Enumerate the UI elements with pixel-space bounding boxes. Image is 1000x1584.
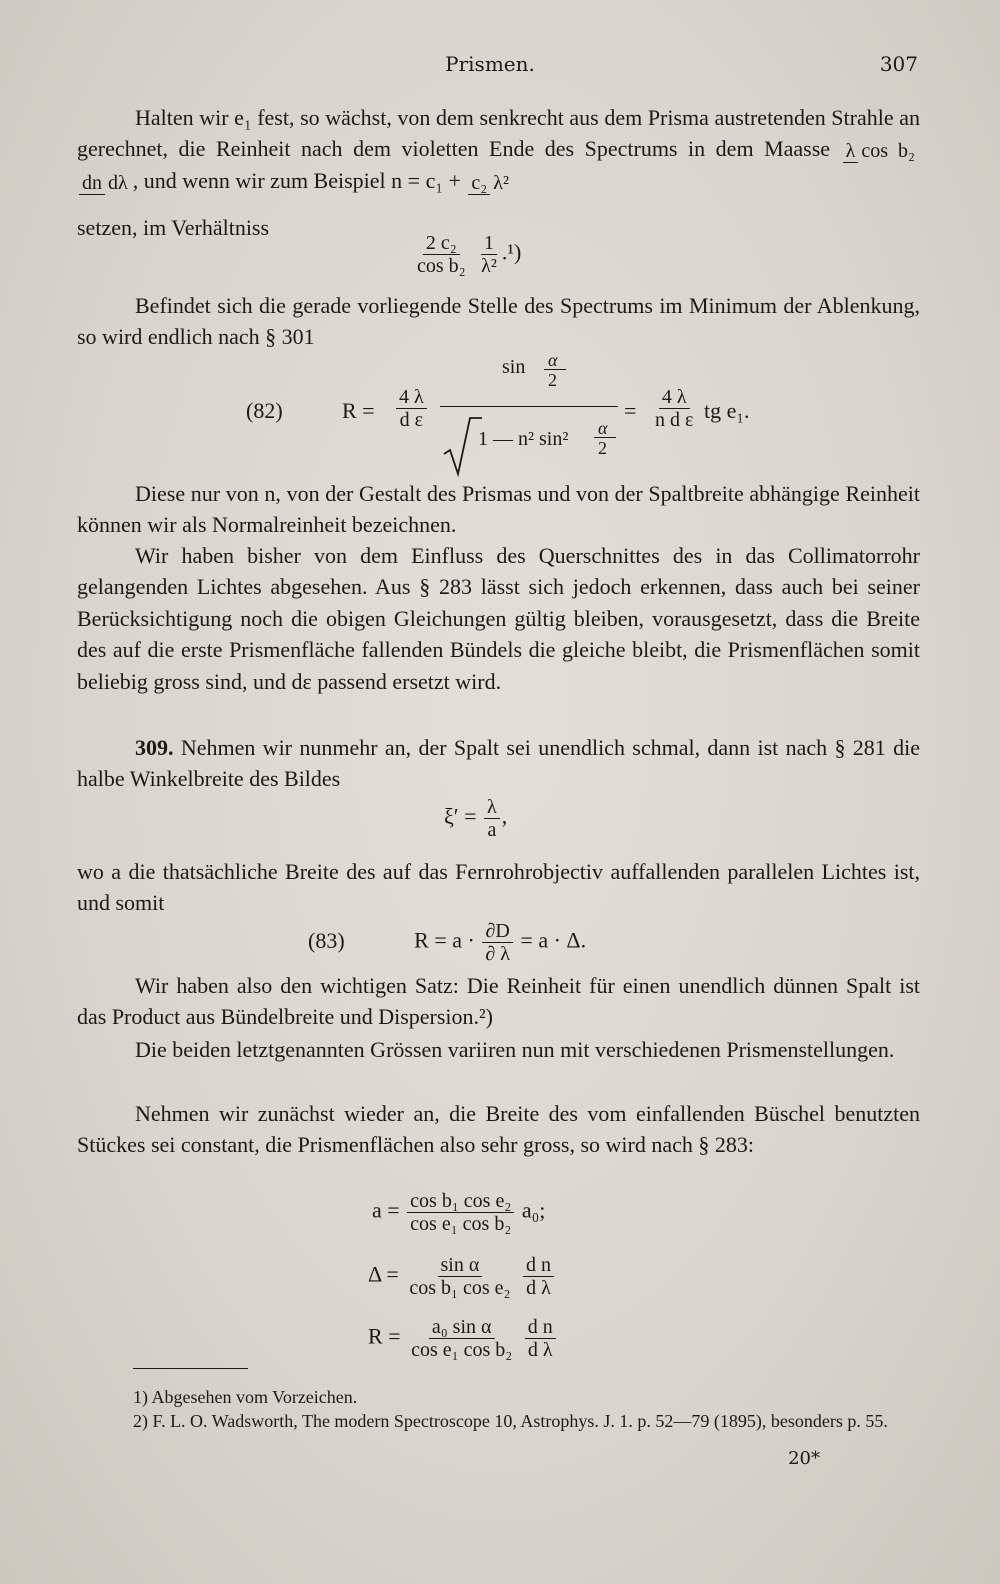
paragraph-1-cont: setzen, im Verhältniss [77, 215, 270, 240]
paragraph-2: Befindet sich die gerade vorliegende Stelle des Spectrums im Minimum der Ablenkung, so wird endlich nach § 301 [77, 293, 920, 350]
paragraph-8: Die beiden letztgenannten Grössen variiren nun mit verschiedenen Prismenstellungen. [135, 1037, 895, 1062]
equation-a: a = $\frac{\text{cos b₁ cos e₂}}{\text{cos e₁ cos b₂}}$ a₀; [372, 1190, 546, 1235]
equation-number: (83) [308, 927, 345, 953]
equation-delta: Δ = $\frac{\text{sin α}}{\text{cos b₁ cos e₂}}$ $\frac{\text{d n}}{\text{d λ}}$ [368, 1254, 556, 1299]
paragraph-6: wo a die thatsächliche Breite des auf das Fernrohrobjectiv auffallenden parallelen Lichtes ist, und somit [77, 859, 920, 916]
paragraph-4: Wir haben bisher von dem Einfluss des Querschnittes des in das Collimatorrohr gelangenden Lichtes abgesehen. Aus § 283 lässt sich jedoch erkennen, dass auch bei seiner Berücksichtigung noch die obigen Gleichungen gültig bleiben, vorausgesetzt, dass die Breite des auf die erste Prismenfläche fallenden Bündels die gleiche bleibt, die Prismenflächen somit beliebig gross sind, und dε passend ersetzt wird. [77, 543, 920, 694]
xi-equation: ξ′ = $\frac{\lambda}{a}$ , [444, 796, 508, 841]
section-309: 309. Nehmen wir nunmehr an, der Spalt sei unendlich schmal, dann ist nach § 281 die halbe Winkelbreite des Bildes [77, 735, 920, 792]
section-number: 309. [135, 735, 174, 760]
footnote-1: 1) Abgesehen vom Vorzeichen. [133, 1387, 358, 1407]
running-head: Prismen. [445, 52, 535, 76]
footnote-2: 2) F. L. O. Wadsworth, The modern Spectroscope 10, Astrophys. J. 1. p. 52—79 (1895), besonders p. 55. [133, 1411, 888, 1431]
printer-signature: 20* [788, 1448, 820, 1469]
page-number: 307 [879, 52, 918, 76]
equation-number: (82) [246, 398, 283, 423]
paragraph-9: Nehmen wir zunächst wieder an, die Breite des vom einfallenden Büschel benutzten Stückes sei constant, die Prismenflächen also sehr gross, so wird nach § 283: [77, 1101, 920, 1158]
paragraph-3: Diese nur von n, von der Gestalt des Prismas und von der Spaltbreite abhängige Reinheit können wir als Normalreinheit bezeichnen. [77, 481, 920, 538]
sqrt-sign [442, 412, 482, 478]
equation-83: (83) R = a · $\frac{\partial D}{\partial \lambda}$ = a · Δ. [308, 920, 587, 965]
paragraph-1: Halten wir e₁ fest, so wächst, von dem senkrecht aus dem Prisma austretenden Strahle an gerechnet, die Reinheit nach dem violetten Ende des Spectrums in dem Maasse λ cos b₂ dn dλ , und wenn wir zum Beispiel n = c₁ + c₂ λ² [77, 105, 920, 194]
equation-82: (82) R = $\frac{4 \lambda}{\text{d ε}}$ sin α 2 1 — n² sin² α 2 = $\frac{4 \lambda}{\text{n d ε}}$ tg e₁. [246, 356, 806, 476]
fraction-c2-lambda2: c₂ λ² [468, 172, 512, 194]
ratio-equation: $\frac{\text{2 c₂}}{\text{cos b₂}}$ $\frac{1}{\text{λ²}}$ .¹) [417, 232, 522, 277]
fraction-lambda-cos: λ cos b₂ [843, 140, 918, 162]
paragraph-7: Wir haben also den wichtigen Satz: Die Reinheit für einen unendlich dünnen Spalt ist das Product aus Bündelbreite und Dispersion.²) [77, 973, 920, 1030]
footnote-rule [133, 1368, 248, 1369]
equation-R: R = $\frac{\text{a₀ sin α}}{\text{cos e₁ cos b₂}}$ $\frac{\text{d n}}{\text{d λ}}$ [368, 1316, 558, 1361]
fraction-dn-dlambda: dn dλ [79, 172, 131, 194]
